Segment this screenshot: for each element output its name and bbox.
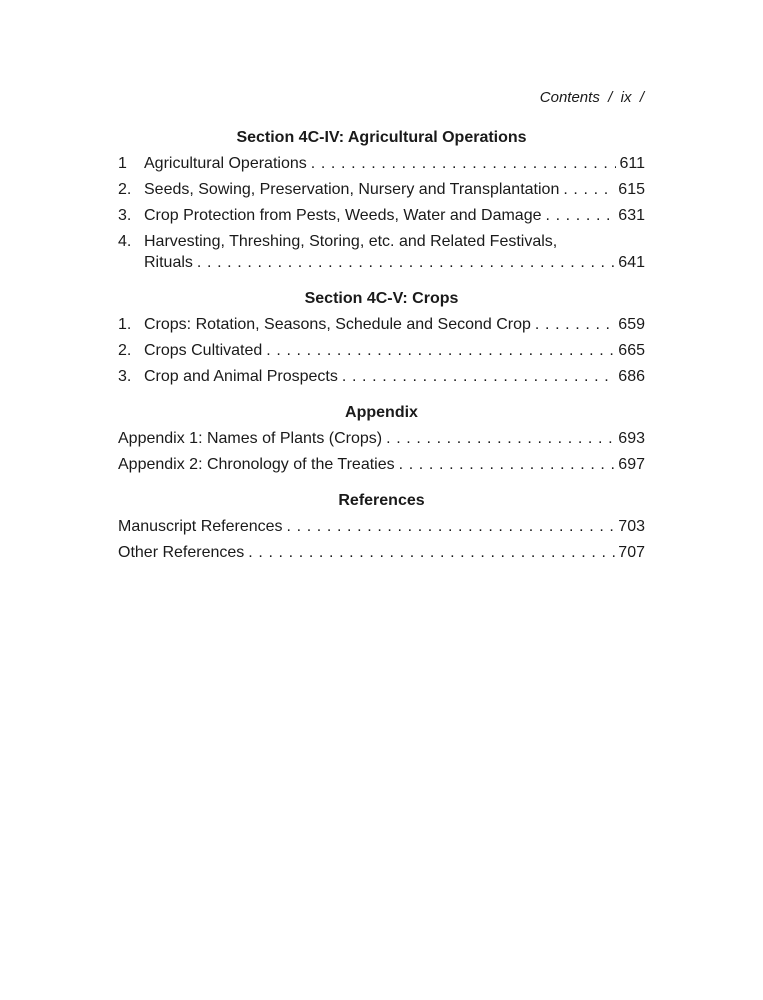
entry-title-line1: Harvesting, Threshing, Storing, etc. and Related Festivals, [144,233,558,250]
entry-title: Appendix 2: Chronology of the Treaties [118,456,395,473]
entry-title: Other References [118,544,245,561]
entry-number: 3. [118,368,132,385]
entry-title: Agricultural Operations [144,155,307,172]
dot-leader [287,516,616,537]
dot-leader [563,179,615,200]
entry-number: 3. [118,207,132,224]
toc-entry [118,231,645,273]
toc-entry [118,179,645,200]
toc-entry [118,314,645,335]
dot-leader [546,205,616,226]
dot-leader [535,314,615,335]
toc-entry [118,454,645,475]
entry-page: 611 [619,155,645,172]
entry-page: 707 [618,544,645,561]
entry-page: 659 [618,316,645,333]
toc-entry [118,366,645,387]
entry-title: Manuscript References [118,518,283,535]
entry-title: Seeds, Sowing, Preservation, Nursery and Transplantation [144,181,560,198]
entry-title: Crops: Rotation, Seasons, Schedule and Second Crop [144,316,531,333]
entry-page: 615 [618,181,645,198]
toc-entry [118,340,645,361]
entry-number: 1 [118,155,127,172]
toc-entry [118,205,645,226]
entry-page: 631 [618,207,645,224]
entry-title: Appendix 1: Names of Plants (Crops) [118,430,383,447]
toc-entry [118,153,645,174]
section-title: Appendix [345,404,418,421]
dot-leader [248,542,615,563]
entry-page: 686 [618,368,645,385]
section-title: Section 4C-V: Crops [304,290,459,307]
entry-page: 641 [618,254,645,271]
entry-number: 2. [118,181,132,198]
entry-number: 4. [118,233,132,250]
section-title: References [338,492,425,509]
entry-number: 2. [118,342,132,359]
entry-title: Crop Protection from Pests, Weeds, Water and Damage [144,207,542,224]
dot-leader [386,428,615,449]
entry-page: 665 [618,342,645,359]
dot-leader [399,454,616,475]
entry-title: Crop and Animal Prospects [144,368,338,385]
dot-leader [197,252,615,273]
entry-title: Rituals [144,254,193,271]
running-head: Contents / ix / [539,89,644,106]
dot-leader [266,340,615,361]
entry-page: 693 [618,430,645,447]
toc-entry [118,542,645,563]
entry-number: 1. [118,316,132,333]
entry-page: 697 [618,456,645,473]
table-of-contents [118,128,645,568]
entry-page: 703 [618,518,645,535]
dot-leader [311,153,617,174]
entry-title: Crops Cultivated [144,342,263,359]
dot-leader [342,366,615,387]
toc-entry [118,428,645,449]
toc-entry [118,516,645,537]
section-title: Section 4C-IV: Agricultural Operations [236,129,527,146]
